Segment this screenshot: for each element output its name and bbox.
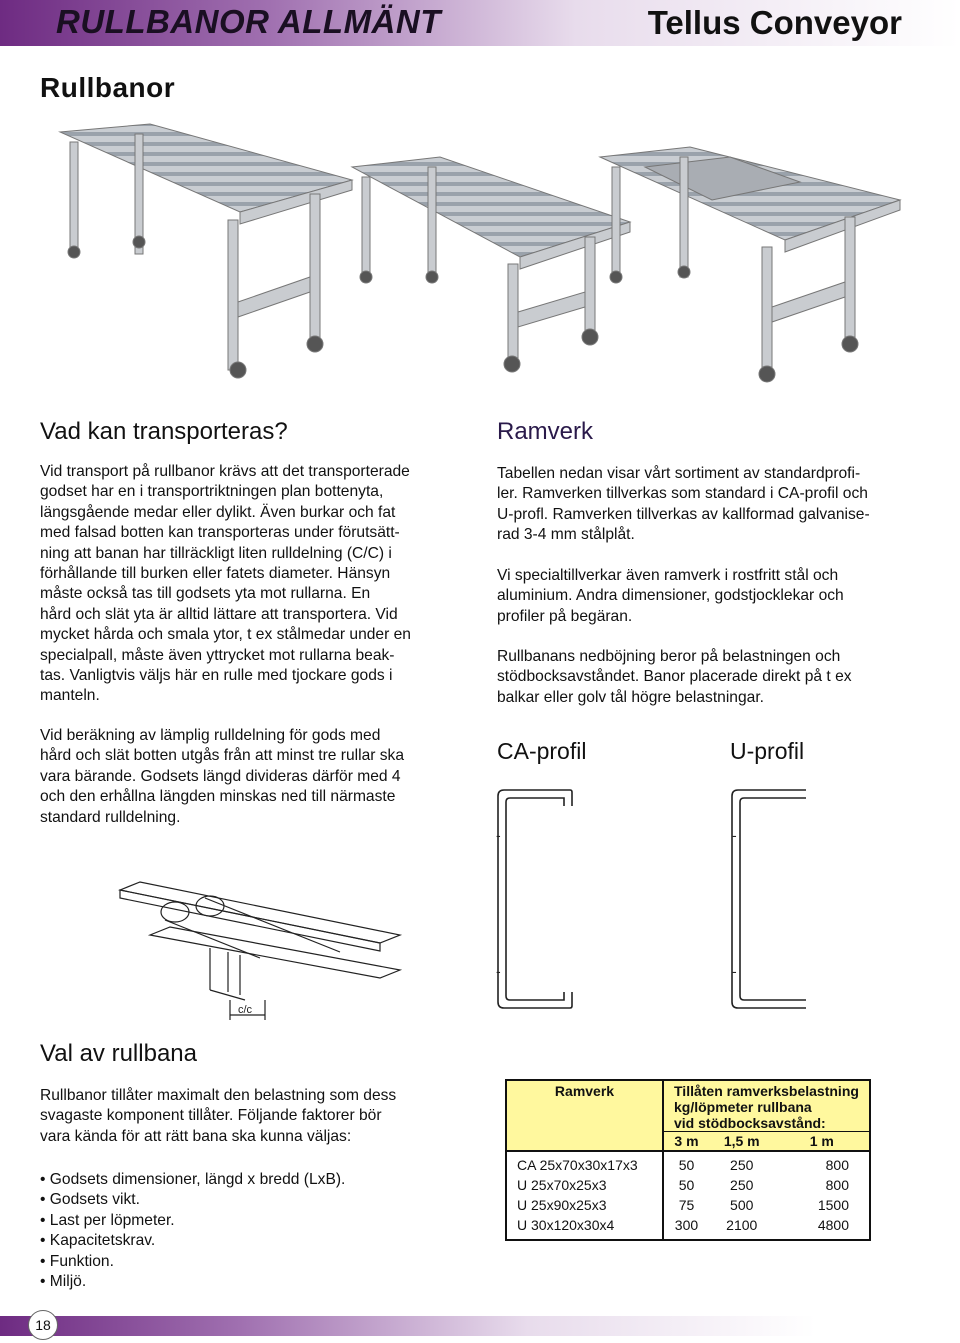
page-title: Rullbanor [40,72,176,103]
frame-load-table [505,1079,871,1241]
text-line: standard rulldelning. [40,808,181,826]
dimension-mark: - [732,827,737,843]
paragraph-roll-pitch [40,726,470,828]
column-header-frame: Ramverk [506,1080,663,1151]
table-cell: 75 [678,1197,695,1213]
footer-bar [0,1316,960,1336]
dimension-mark: - [732,963,737,979]
list-item: • Miljö. [40,1272,345,1292]
text-line: Vi specialtillverkar även ramverk i rostfritt stål och [497,567,839,584]
text-line: Vid beräkning av lämplig rulldelning för gods med [40,727,381,744]
table-row [506,1193,870,1213]
page-number: 18 [28,1310,58,1340]
text-line: godset har en i transportriktningen plan bottenyta, [40,483,384,501]
text-line: Tabellen nedan visar vårt sortiment av standardprofi- [497,465,861,482]
paragraph-deflection [497,647,927,708]
list-item: • Kapacitetskrav. [40,1231,345,1251]
paragraph-frame [497,464,927,546]
u-profile-title: U-profil [730,738,805,764]
table-cell: 50 [678,1157,695,1173]
ca-profile-diagram [488,780,588,1020]
brand-name: Tellus Conveyor [647,4,902,41]
paragraph-special [497,566,927,627]
table-cell: U 30x120x30x4 [506,1213,663,1240]
u-profile-diagram [722,780,822,1020]
text-line: hård och slät botten utgås från att minst tre rullar ska [40,747,405,765]
conveyor-3 [600,147,900,382]
cc-label: c/c [238,1004,253,1016]
conveyor-2 [352,157,630,372]
list-item: • Last per löpmeter. [40,1211,345,1231]
roller-conveyors-photo [40,112,920,402]
list-item: • Godsets dimensioner, längd x bredd (LxB). [40,1170,345,1190]
text-line: stödbocksavståndet. Banor placerade direkt på t ex [497,668,852,686]
header-line: vid stödbocksavstånd: [674,1115,826,1131]
column-header-load [663,1080,870,1132]
text-line: manteln. [40,687,100,705]
paragraph-transport [40,462,470,707]
text-line: med falsad botten kan transporteras under förutsätt- [40,524,400,542]
table-cell: CA 25x70x30x17x3 [506,1151,663,1173]
text-line: svagaste komponent tillåter. Följande faktorer bör [40,1107,382,1125]
text-line: specialpall, måste även yttrycket mot rullarna beak- [40,646,395,664]
text-line: aluminium. Andra dimensioner, godstjocklekar och [497,587,844,605]
list-item: • Godsets vikt. [40,1190,345,1210]
table-cell: 2100 [726,1217,758,1233]
paragraph-choice [40,1086,470,1147]
header-line: kg/löpmeter rullbana [674,1099,812,1115]
heading-frame: Ramverk [497,418,594,445]
text-line: hård och slät yta är alltid lättare att transportera. Vid [40,605,398,623]
distance-header: 1 m [775,1132,871,1152]
header-bar [0,0,960,46]
text-line: förhållande till burken eller fatets diameter. Hänsyn [40,565,391,583]
text-line: ler. Ramverken tillverkas som standard i CA-profil och [497,485,868,503]
dimension-mark: - [496,827,501,843]
ca-profile-title: CA-profil [497,738,587,764]
text-line: vara bärande. Godsets längd divideras därför med 4 [40,767,401,785]
header-line: Tillåten ramverksbelastning [674,1083,859,1099]
table-cell: 800 [825,1157,849,1173]
text-line: profiler på begäran. [497,607,633,625]
table-cell: 500 [730,1197,754,1213]
table-row [506,1173,870,1193]
table-cell: 50 [678,1177,695,1193]
text-line: U-profl. Ramverken tillverkas av kallformad galvanise- [497,505,870,523]
table-cell: 1500 [817,1197,849,1213]
roller-pitch-diagram [110,860,410,1030]
text-line: rad 3-4 mm stålplåt. [497,526,635,544]
text-line: Rullbanor tillåter maximalt den belastning som dess [40,1087,397,1104]
text-line: mycket hårda och smala ytor, t ex stålmedar under en [40,626,411,644]
text-line: tas. Vanligtvis väljs här en rulle med tjockare gods i [40,667,393,685]
text-line: Vid transport på rullbanor krävs att det transporterade [40,463,410,480]
factor-list [40,1170,345,1292]
distance-header: 3 m [663,1132,709,1152]
text-line: ning att banan har tillräckligt liten rulldelning (C/C) i [40,544,392,562]
table-cell: U 25x70x25x3 [506,1173,663,1193]
distance-header: 1,5 m [709,1132,775,1152]
table-cell: 250 [730,1157,754,1173]
text-line: och den erhållna längden minskas ned till närmaste [40,788,396,806]
table-header-row [506,1080,870,1132]
table-cell: 4800 [817,1217,849,1233]
text-line: måste också tas till godsets yta mot rullarna. En [40,585,371,603]
table-cell: U 25x90x25x3 [506,1193,663,1213]
text-line: Rullbanans nedböjning beror på belastningen och [497,648,841,665]
list-item: • Funktion. [40,1252,345,1272]
dimension-mark: - [496,963,501,979]
section-title: RULLBANOR ALLMÄNT [56,3,441,40]
text-line: längsgående medar eller dylikt. Även burkar och fat [40,503,396,521]
text-line: balkar eller golv tål högre belastningar. [497,688,764,706]
table-cell: 300 [674,1217,699,1233]
heading-choice-of-conveyor: Val av rullbana [40,1040,197,1067]
table-row [506,1213,870,1240]
table-cell: 800 [825,1177,849,1193]
table-cell: 250 [730,1177,754,1193]
text-line: vara kända för att rätt bana ska kunna väljas: [40,1127,352,1145]
table-row [506,1151,870,1173]
heading-what-can-be-transported: Vad kan transporteras? [40,418,288,445]
conveyor-1 [60,124,352,378]
